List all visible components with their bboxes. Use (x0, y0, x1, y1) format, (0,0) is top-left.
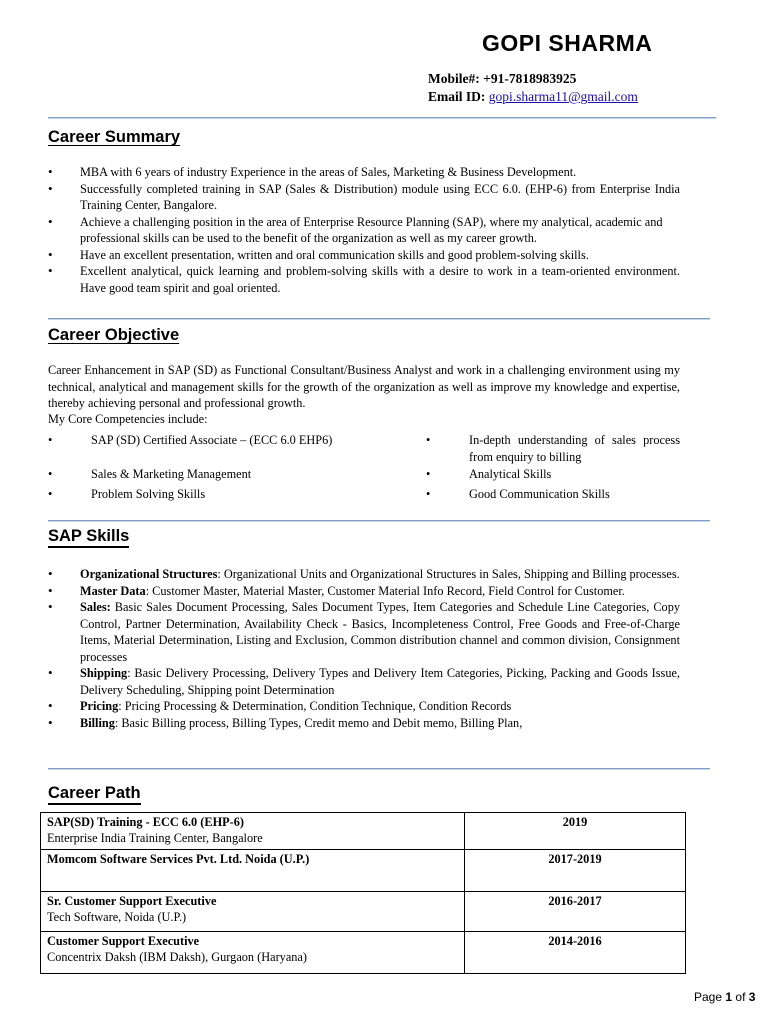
list-item (48, 698, 680, 715)
list-item: • Good Communication Skills (426, 487, 610, 501)
of-word: of (735, 990, 746, 1004)
skill-text: : Organizational Units and Organizational Structures in Sales, Shipping and Billing processes. (217, 567, 680, 581)
role-title: Customer Support Executive (47, 934, 200, 948)
section-heading-sap-skills: SAP Skills (48, 528, 129, 548)
list-item: • Achieve a challenging position in the area of Enterprise Resource Planning (SAP), where my analytical, academic and (48, 214, 680, 231)
sap-skills-list (48, 566, 680, 731)
section-heading-career-objective: Career Objective (48, 326, 180, 344)
list-item (48, 566, 680, 583)
table-row (41, 932, 686, 974)
list-item: • Problem Solving Skills (48, 487, 206, 501)
table-row (41, 850, 686, 892)
list-item (48, 665, 680, 698)
table-cell (41, 932, 465, 974)
page-word: Page (694, 990, 723, 1004)
role-years: 2017-2019 (465, 850, 686, 892)
skill-text: : Pricing Processing & Determination, Condition Technique, Condition Records (118, 699, 512, 713)
competency-text: Problem Solving Skills (91, 487, 206, 501)
role-org: Enterprise India Training Center, Bangalore (47, 831, 263, 845)
competencies-right (426, 432, 680, 502)
candidate-name: GOPI SHARMA (482, 30, 653, 56)
list-item (48, 715, 680, 732)
role-years: 2016-2017 (465, 892, 686, 932)
role-org: Concentrix Daksh (IBM Daksh), Gurgaon (Haryana) (47, 950, 307, 964)
competency-text: Good Communication Skills (469, 487, 610, 501)
skill-label: Sales: (80, 600, 111, 614)
contact-block (428, 70, 638, 106)
mobile-label: Mobile#: (428, 71, 480, 86)
list-item (48, 583, 680, 600)
role-years: 2014-2016 (465, 932, 686, 974)
table-cell (41, 850, 465, 892)
list-item: • MBA with 6 years of industry Experience in the areas of Sales, Marketing & Business Development. (48, 164, 680, 181)
divider (48, 520, 710, 521)
skill-text: : Basic Billing process, Billing Types, Credit memo and Debit memo, Billing Plan, (114, 715, 523, 730)
skill-label: Shipping (80, 666, 128, 680)
skill-text: : Customer Master, Material Master, Customer Material Info Record, Field Control for Customer. (145, 583, 625, 598)
list-item: • Analytical Skills (426, 467, 552, 481)
list-item: professional skills can be used to the benefit of the organization as well as my career growth. (80, 231, 538, 245)
career-path-table (40, 812, 686, 974)
role-title: Sr. Customer Support Executive (47, 894, 217, 908)
section-heading-career-summary: Career Summary (48, 128, 181, 146)
table-cell (41, 813, 465, 850)
role-title: Momcom Software Services Pvt. Ltd. Noida (U.P.) (47, 852, 310, 866)
email-link[interactable]: gopi.sharma11@gmail.com (488, 89, 638, 104)
table-row (41, 892, 686, 932)
list-item: • In-depth understanding of sales process from enquiry to billing (426, 433, 680, 464)
table-cell (41, 892, 465, 932)
email-line (428, 88, 638, 106)
email-label: Email ID: (428, 89, 486, 104)
total-pages: 3 (748, 990, 756, 1004)
skill-text: : Basic Delivery Processing, Delivery Types and Delivery Item Categories, Picking, Packing and Goods Issue, Delivery Scheduling, Shipping point Determination (80, 666, 680, 697)
mobile-line (428, 70, 638, 88)
skill-label: Master Data (80, 583, 146, 598)
competency-text: Sales & Marketing Management (91, 467, 252, 481)
list-item: • SAP (SD) Certified Associate – (ECC 6.0 EHP6) (48, 433, 333, 447)
current-page: 1 (725, 990, 733, 1004)
core-competencies-label: My Core Competencies include: (48, 412, 208, 426)
section-heading-career-path: Career Path (48, 785, 141, 805)
list-item: • Have an excellent presentation, written and oral communication skills and good problem-solving skills. (48, 247, 680, 264)
objective-paragraph: Career Enhancement in SAP (SD) as Functional Consultant/Business Analyst and work in a challenging environment using my technical, analytical and management skills for the growth of the organization as well as improve my knowledge and expertise, thereby achieving personal and professional growth. (48, 363, 680, 410)
career-summary-list (48, 164, 680, 296)
list-item: • Excellent analytical, quick learning and problem-solving skills with a desire to work in a team-oriented environment. Have good team spirit and goal oriented. (48, 263, 680, 296)
mobile-number: +91-7818983925 (483, 71, 577, 86)
list-item: • Sales & Marketing Management (48, 467, 252, 481)
list-item: • Successfully completed training in SAP (Sales & Distribution) module using ECC 6.0. (EHP-6) from Enterprise India Training Center, Bangalore. (48, 181, 680, 214)
divider (48, 117, 716, 118)
competency-text: SAP (SD) Certified Associate – (ECC 6.0 EHP6) (91, 433, 333, 447)
divider (48, 768, 710, 769)
list-item (48, 599, 680, 665)
competency-text: Analytical Skills (469, 467, 552, 481)
page-number (694, 990, 755, 1004)
skill-label: Pricing (80, 699, 119, 713)
divider (48, 318, 710, 319)
role-years: 2019 (465, 813, 686, 850)
table-row (41, 813, 686, 850)
role-org: Tech Software, Noida (U.P.) (47, 910, 187, 924)
skill-label: Organizational Structures (80, 567, 218, 581)
competency-text: In-depth understanding of sales process from enquiry to billing (469, 433, 680, 464)
skill-label: Billing (80, 715, 115, 730)
role-title: SAP(SD) Training - ECC 6.0 (EHP-6) (47, 815, 244, 829)
skill-text: Basic Sales Document Processing, Sales Document Types, Item Categories and Schedule Line Categories, Copy Control, Partner Determination, Availability Check - Basics, Incompleteness Control, Free Goods and Free-of-Charge Items, Material Determination, Listing and Exclusion, Common distribution channel and common division, Consignment processes (80, 600, 680, 664)
competencies-left (48, 432, 378, 502)
